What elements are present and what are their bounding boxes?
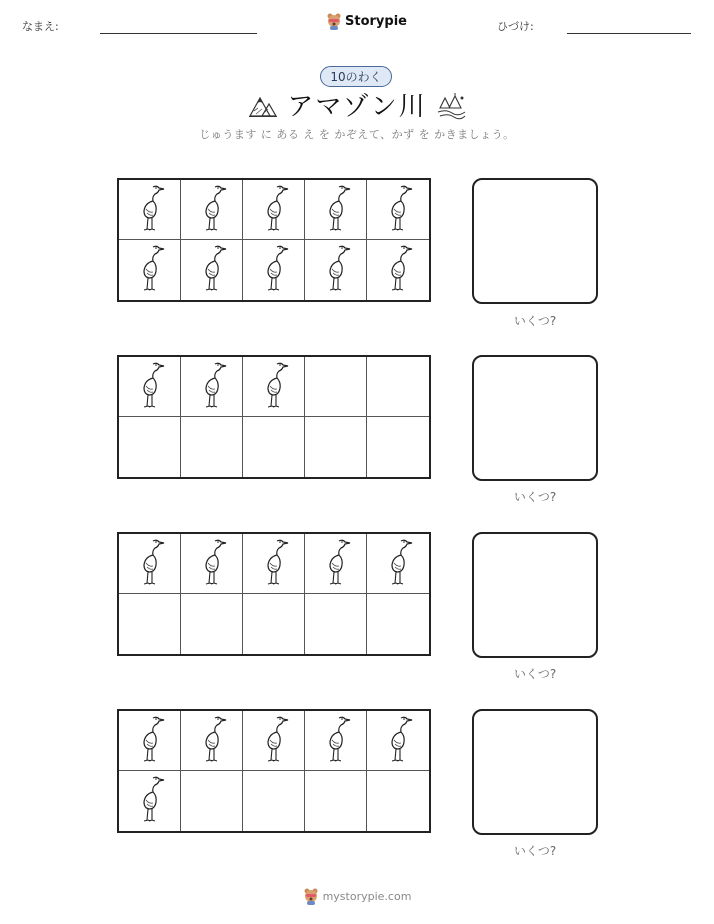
bear-mascot-icon [303, 887, 319, 905]
frame-cell [305, 594, 367, 654]
heron-icon [197, 183, 227, 237]
heron-icon [383, 243, 413, 297]
ten-frame-tag: 10のわく [320, 66, 392, 87]
frame-cell [367, 534, 429, 594]
frame-cell [243, 771, 305, 831]
heron-icon [135, 537, 165, 591]
heron-icon [383, 537, 413, 591]
frame-cell [305, 357, 367, 417]
footer [0, 887, 714, 905]
page-title: アマゾン川 [287, 92, 427, 122]
frame-cell [243, 180, 305, 240]
heron-icon [135, 243, 165, 297]
frame-cell [119, 534, 181, 594]
heron-icon [259, 360, 289, 414]
ten-frame-3 [117, 532, 431, 656]
heron-icon [383, 183, 413, 237]
frame-cell [119, 357, 181, 417]
frame-cell [305, 417, 367, 477]
frame-cell [181, 180, 243, 240]
heron-icon [321, 243, 351, 297]
heron-icon [259, 714, 289, 768]
heron-icon [259, 243, 289, 297]
date-line[interactable] [567, 33, 691, 34]
brand-name: Storypie [345, 13, 407, 29]
heron-icon [197, 714, 227, 768]
frame-cell [181, 534, 243, 594]
frame-cell [367, 771, 429, 831]
frame-cell [119, 417, 181, 477]
frame-cell [243, 594, 305, 654]
name-label: なまえ: [22, 20, 59, 33]
answer-prompt-1: いくつ? [513, 314, 557, 328]
frame-cell [119, 594, 181, 654]
frame-cell [305, 534, 367, 594]
village-icon [436, 92, 466, 120]
frame-cell [181, 357, 243, 417]
answer-prompt-4: いくつ? [513, 844, 557, 858]
frame-cell [367, 357, 429, 417]
frame-cell [119, 240, 181, 300]
frame-cell [243, 711, 305, 771]
heron-icon [259, 183, 289, 237]
frame-cell [305, 240, 367, 300]
heron-icon [135, 774, 165, 828]
heron-icon [197, 360, 227, 414]
frame-cell [181, 711, 243, 771]
answer-box-1[interactable] [472, 178, 598, 304]
heron-icon [135, 714, 165, 768]
frame-cell [119, 180, 181, 240]
frame-cell [367, 711, 429, 771]
date-label: ひづけ: [497, 20, 534, 33]
frame-cell [305, 180, 367, 240]
answer-box-4[interactable] [472, 709, 598, 835]
heron-icon [197, 537, 227, 591]
heron-icon [135, 183, 165, 237]
heron-icon [321, 537, 351, 591]
heron-icon [197, 243, 227, 297]
frame-cell [181, 240, 243, 300]
bear-mascot-icon [326, 12, 342, 30]
frame-cell [305, 771, 367, 831]
heron-icon [321, 183, 351, 237]
frame-cell [119, 771, 181, 831]
ten-frame-4 [117, 709, 431, 833]
frame-cell [181, 417, 243, 477]
frame-cell [367, 180, 429, 240]
footer-url[interactable]: mystorypie.com [322, 889, 412, 903]
answer-prompt-3: いくつ? [513, 667, 557, 681]
instruction-text: じゅうます に ある え を かぞえて、かず を かきましょう。 [199, 128, 515, 141]
brand-logo [326, 12, 407, 30]
heron-icon [383, 714, 413, 768]
frame-cell [243, 240, 305, 300]
heron-icon [321, 714, 351, 768]
answer-box-2[interactable] [472, 355, 598, 481]
frame-cell [119, 711, 181, 771]
heron-icon [259, 537, 289, 591]
frame-cell [243, 357, 305, 417]
answer-prompt-2: いくつ? [513, 490, 557, 504]
name-line[interactable] [100, 33, 257, 34]
frame-cell [367, 594, 429, 654]
frame-cell [243, 534, 305, 594]
frame-cell [243, 417, 305, 477]
answer-box-3[interactable] [472, 532, 598, 658]
heron-icon [135, 360, 165, 414]
frame-cell [367, 240, 429, 300]
frame-cell [367, 417, 429, 477]
ten-frame-1 [117, 178, 431, 302]
frame-cell [181, 594, 243, 654]
frame-cell [305, 711, 367, 771]
frame-cell [181, 771, 243, 831]
ten-frame-2 [117, 355, 431, 479]
